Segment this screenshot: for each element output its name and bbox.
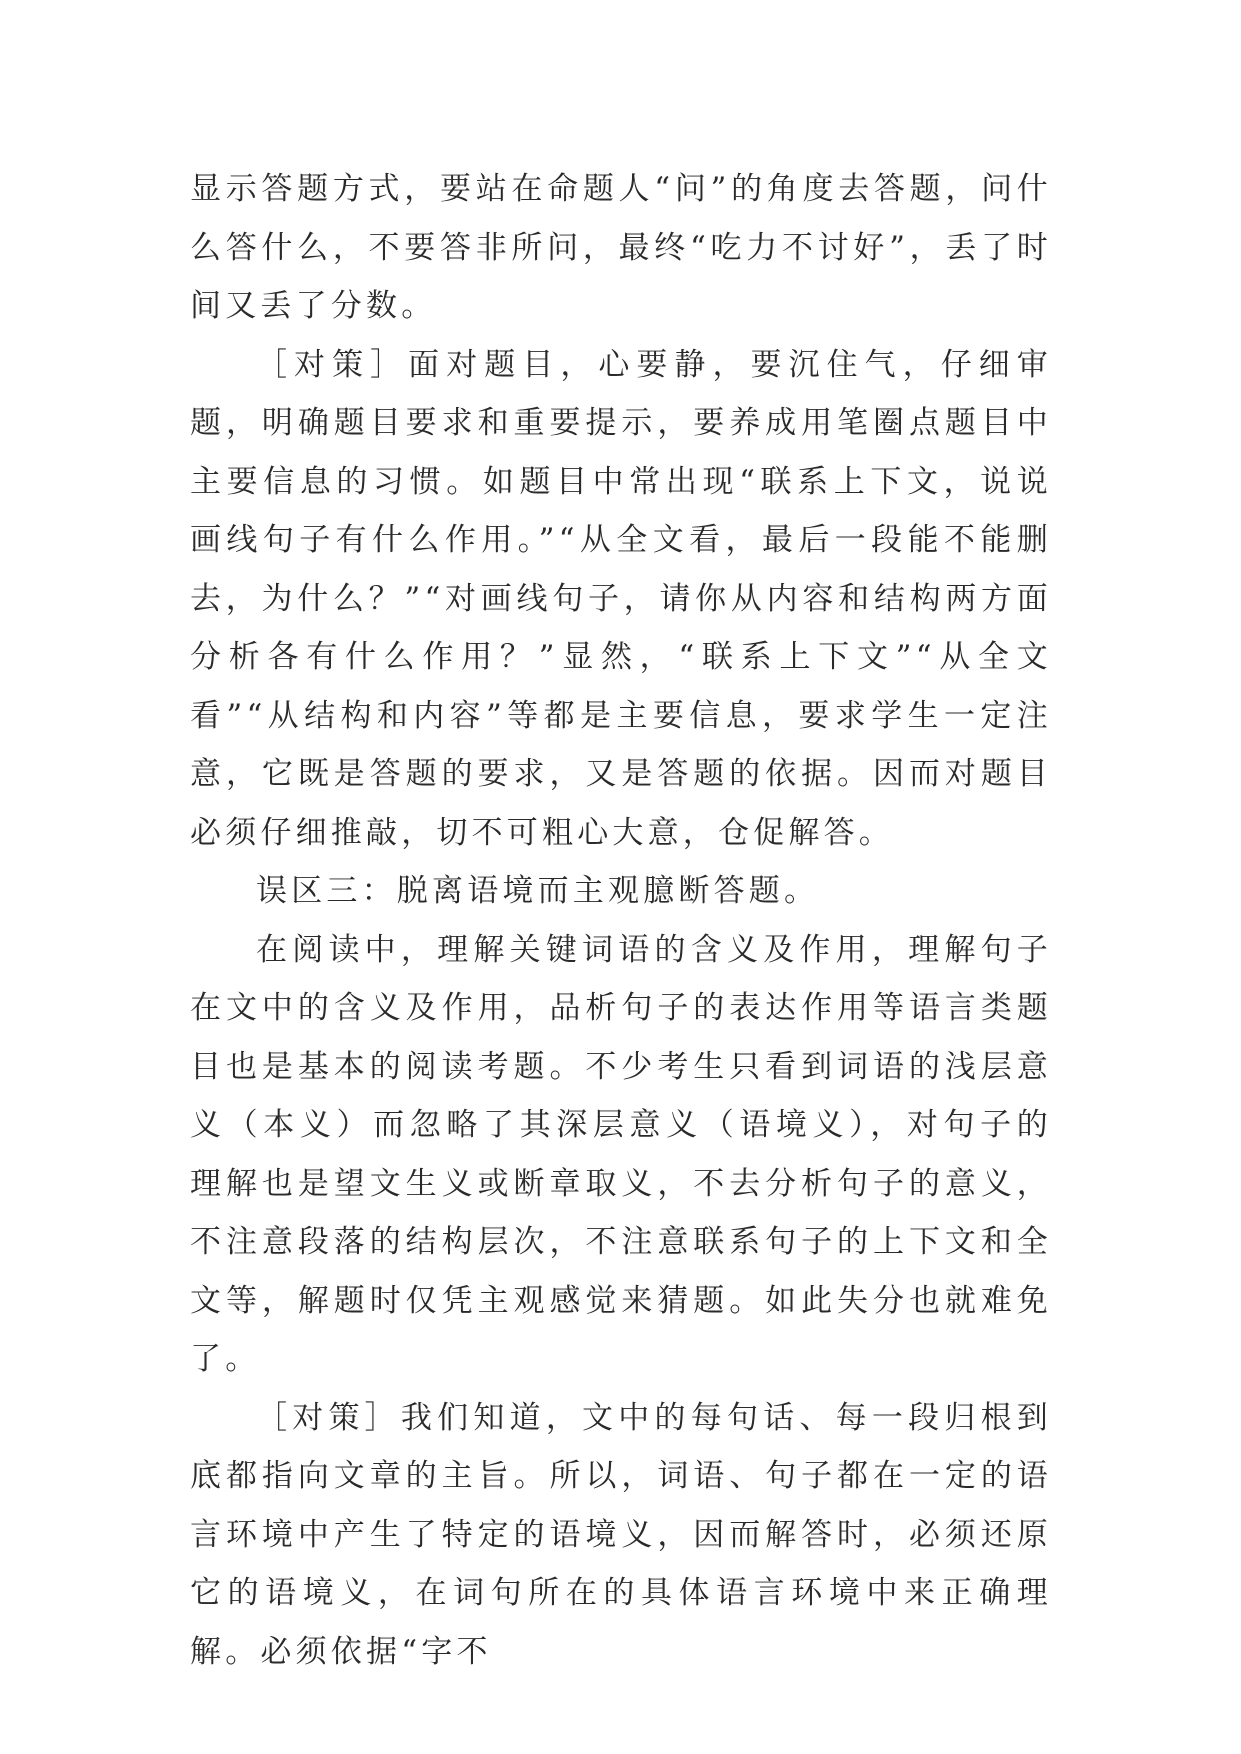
paragraph-heading-misconception-3: 误区三：脱离语境而主观臆断答题。 [256,873,820,909]
paragraph-continuation: 显示答题方式，要站在命题人“问”的角度去答题，问什么答什么，不要答非所问，最终“吃力不讨好”，丢了时间又丢了分数。 [190,171,1052,324]
paragraph-countermeasure-2: ［对策］我们知道，文中的每句话、每一段归根到底都指向文章的主旨。所以，词语、句子都在一定的语言环境中产生了特定的语境义，因而解答时，必须还原它的语境义，在词句所在的具体语言环境中来正确理解。必须依据“字不 [190,1399,1052,1670]
document-body [190,160,1052,1681]
paragraph-reading-analysis: 在阅读中，理解关键词语的含义及作用，理解句子在文中的含义及作用，品析句子的表达作用等语言类题目也是基本的阅读考题。不少考生只看到词语的浅层意义（本义）而忽略了其深层意义（语境义），对句子的理解也是望文生义或断章取义，不去分析句子的意义，不注意段落的结构层次，不注意联系句子的上下文和全文等，解题时仅凭主观感觉来猜题。如此失分也就难免了。 [190,931,1052,1377]
paragraph-countermeasure-1: ［对策］面对题目，心要静，要沉住气，仔细审题，明确题目要求和重要提示，要养成用笔圈点题目中主要信息的习惯。如题目中常出现“联系上下文，说说画线句子有什么作用。”“从全文看，最后一段能不能删去，为什么？”“对画线句子，请你从内容和结构两方面分析各有什么作用？”显然，“联系上下文”“从全文看”“从结构和内容”等都是主要信息，要求学生一定注意，它既是答题的要求，又是答题的依据。因而对题目必须仔细推敲，切不可粗心大意，仓促解答。 [190,346,1052,851]
